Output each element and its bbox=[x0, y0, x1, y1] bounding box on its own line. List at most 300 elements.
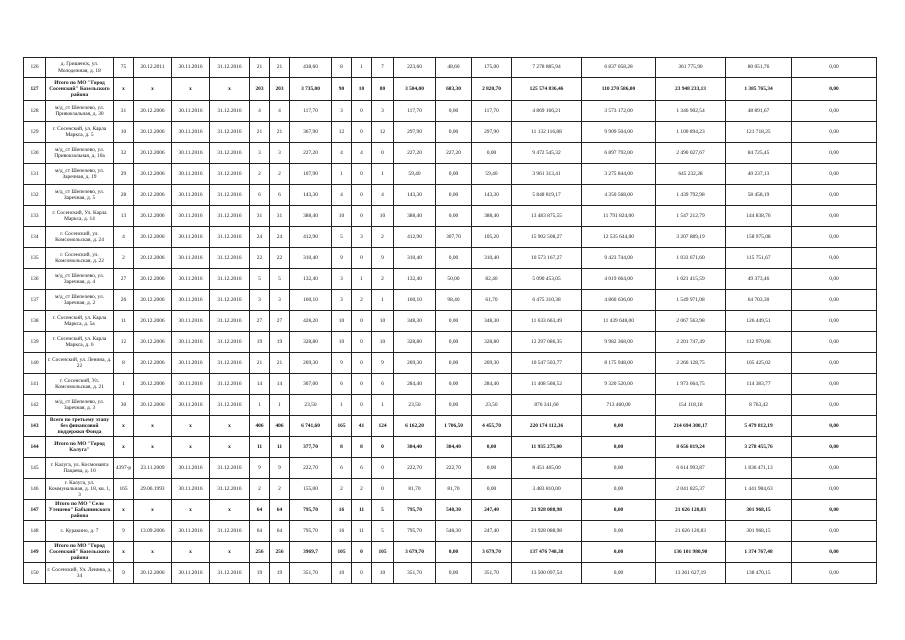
table-cell-c4: x bbox=[172, 78, 210, 101]
table-cell-c6: 14 bbox=[250, 374, 270, 395]
table-cell-c9: 16 bbox=[332, 521, 352, 542]
table-cell-c6: 24 bbox=[250, 227, 270, 248]
table-cell-c16: 11 791 824,00 bbox=[582, 206, 656, 227]
table-cell-c19: 0,00 bbox=[792, 332, 877, 353]
table-cell-c13: 227,20 bbox=[436, 143, 472, 164]
table-cell-c10: 2 bbox=[352, 479, 372, 500]
table-cell-c18: 40 237,13 bbox=[726, 164, 792, 185]
table-cell-c6: 22 bbox=[250, 248, 270, 269]
table-cell-c16: 9 320 520,00 bbox=[582, 374, 656, 395]
table-cell-c11: 0 bbox=[372, 479, 394, 500]
table-cell-c8: 117,70 bbox=[290, 101, 332, 122]
table-cell-c12: 132,40 bbox=[394, 269, 436, 290]
table-cell-c13: 0,00 bbox=[436, 353, 472, 374]
table-cell-addr: м/д_ст Шепелево, ул. Заречная, д. 19 bbox=[46, 164, 114, 185]
table-cell-c18: 1 441 984,63 bbox=[726, 479, 792, 500]
table-cell-c5: 31.12.2016 bbox=[210, 395, 250, 416]
table-row bbox=[24, 500, 877, 521]
table-cell-c18: 1 374 767,48 bbox=[726, 542, 792, 563]
table-cell-c3: 20.12.2006 bbox=[134, 395, 172, 416]
table-cell-addr: Итого по МО "Город Сосенский" Козельского района bbox=[46, 542, 114, 563]
table-cell-c16: 0,00 bbox=[582, 437, 656, 458]
table-cell-c4: 30.11.2016 bbox=[172, 206, 210, 227]
table-cell-c16: 0,00 bbox=[582, 563, 656, 584]
table-cell-c19: 0,00 bbox=[792, 521, 877, 542]
table-cell-c12: 297,90 bbox=[394, 122, 436, 143]
table-cell-c17: 23 948 233,13 bbox=[656, 78, 726, 101]
table-row bbox=[24, 164, 877, 185]
table-cell-no: 136 bbox=[24, 269, 46, 290]
table-cell-c4: 30.11.2016 bbox=[172, 290, 210, 311]
table-row bbox=[24, 521, 877, 542]
table-cell-c8: 227,20 bbox=[290, 143, 332, 164]
table-cell-c18: 8 763,42 bbox=[726, 395, 792, 416]
table-cell-c18: 121 718,25 bbox=[726, 122, 792, 143]
table-cell-c6: 5 bbox=[250, 269, 270, 290]
table-cell-c17: 8 656 819,24 bbox=[656, 437, 726, 458]
table-cell-no: 147 bbox=[24, 500, 46, 521]
table-cell-c15: 11 408 568,52 bbox=[512, 374, 582, 395]
table-cell-c13: 0,00 bbox=[436, 395, 472, 416]
table-cell-c3: 20.12.2006 bbox=[134, 248, 172, 269]
table-cell-c10: 0 bbox=[352, 395, 372, 416]
table-cell-c17: 2 201 747,49 bbox=[656, 332, 726, 353]
table-cell-c5: 31.12.2016 bbox=[210, 269, 250, 290]
table-cell-no: 141 bbox=[24, 374, 46, 395]
table-cell-year: 26 bbox=[114, 290, 134, 311]
table-cell-year: 4397-р bbox=[114, 458, 134, 479]
table-cell-c8: 3 735,00 bbox=[290, 78, 332, 101]
table-cell-c13: 0,00 bbox=[436, 248, 472, 269]
table-cell-c18: 138 470,15 bbox=[726, 563, 792, 584]
table-cell-c10: 3 bbox=[352, 227, 372, 248]
table-cell-c15: 125 574 836,46 bbox=[512, 78, 582, 101]
table-cell-c5: x bbox=[210, 416, 250, 437]
table-cell-year: 9 bbox=[114, 563, 134, 584]
table-cell-c10: 41 bbox=[352, 416, 372, 437]
table-cell-year: 30 bbox=[114, 395, 134, 416]
table-cell-c9: 105 bbox=[332, 542, 352, 563]
table-cell-addr: г. Сосенский, ул. Комсомольская, д. 24 bbox=[46, 227, 114, 248]
table-cell-c5: x bbox=[210, 500, 250, 521]
table-cell-c5: 31.12.2016 bbox=[210, 227, 250, 248]
table-cell-c19: 0,00 bbox=[792, 416, 877, 437]
table-cell-c6: 4 bbox=[250, 101, 270, 122]
table-cell-c8: 388,40 bbox=[290, 206, 332, 227]
table-cell-c10: 8 bbox=[352, 437, 372, 458]
table-cell-c8: 428,20 bbox=[290, 311, 332, 332]
table-cell-c9: 10 bbox=[332, 332, 352, 353]
table-cell-c11: 9 bbox=[372, 248, 394, 269]
table-cell-c16: 4 860 636,00 bbox=[582, 290, 656, 311]
table-cell-year: 165 bbox=[114, 479, 134, 500]
table-cell-c8: 412,90 bbox=[290, 227, 332, 248]
table-cell-year: 1 bbox=[114, 374, 134, 395]
table-cell-c11: 4 bbox=[372, 185, 394, 206]
table-cell-c9: 165 bbox=[332, 416, 352, 437]
table-cell-c19: 0,00 bbox=[792, 374, 877, 395]
table-cell-addr: г. Сосенский, ул. Карла Маркса, д. 5а bbox=[46, 311, 114, 332]
table-cell-c6: 31 bbox=[250, 206, 270, 227]
table-cell-c15: 10 547 503,77 bbox=[512, 353, 582, 374]
table-cell-addr: м/д_ст Шепелево, ул. Привокзальная, д. 30 bbox=[46, 101, 114, 122]
table-cell-c15: 10 573 167,27 bbox=[512, 248, 582, 269]
table-cell-c6: 3 bbox=[250, 143, 270, 164]
table-cell-c18: 115 751,67 bbox=[726, 248, 792, 269]
table-cell-c15: 876 341,60 bbox=[512, 395, 582, 416]
table-cell-c12: 59,40 bbox=[394, 164, 436, 185]
table-cell-c15: 6 475 310,38 bbox=[512, 290, 582, 311]
table-cell-c8: 438,60 bbox=[290, 58, 332, 78]
table-cell-c17: 2 490 027,67 bbox=[656, 143, 726, 164]
table-cell-c8: 160,10 bbox=[290, 290, 332, 311]
table-cell-c5: 31.12.2016 bbox=[210, 248, 250, 269]
table-cell-c15: 13 483 875,55 bbox=[512, 206, 582, 227]
table-row bbox=[24, 332, 877, 353]
table-cell-c9: 6 bbox=[332, 458, 352, 479]
table-cell-year: 32 bbox=[114, 143, 134, 164]
table-cell-year: x bbox=[114, 542, 134, 563]
table-cell-c9: 16 bbox=[332, 500, 352, 521]
table-cell-c15: 11 935 275,00 bbox=[512, 437, 582, 458]
table-cell-c6: 19 bbox=[250, 563, 270, 584]
housing-resettlement-table bbox=[23, 57, 877, 584]
table-cell-year: 29 bbox=[114, 164, 134, 185]
table-cell-c14: 82,40 bbox=[472, 269, 512, 290]
table-cell-c16: 9 909 504,00 bbox=[582, 122, 656, 143]
table-cell-c17: 1 973 664,75 bbox=[656, 374, 726, 395]
table-row bbox=[24, 395, 877, 416]
table-cell-c4: 30.11.2016 bbox=[172, 122, 210, 143]
table-cell-c8: 155,00 bbox=[290, 479, 332, 500]
table-cell-c8: 107,90 bbox=[290, 164, 332, 185]
table-cell-c5: 31.12.2016 bbox=[210, 353, 250, 374]
table-cell-c5: x bbox=[210, 542, 250, 563]
table-row bbox=[24, 58, 877, 78]
table-cell-c19: 0,00 bbox=[792, 101, 877, 122]
table-cell-year: 4 bbox=[114, 227, 134, 248]
table-cell-c3: 13.09.2006 bbox=[134, 521, 172, 542]
table-cell-c19: 0,00 bbox=[792, 164, 877, 185]
table-cell-c14: 143,30 bbox=[472, 185, 512, 206]
table-cell-c6: 27 bbox=[250, 311, 270, 332]
table-cell-c13: 0,00 bbox=[436, 185, 472, 206]
table-cell-addr: г. Сосенский, Ул. Ленина, д. 34 bbox=[46, 563, 114, 584]
table-cell-c4: 30.11.2016 bbox=[172, 101, 210, 122]
table-cell-c7: 24 bbox=[270, 227, 290, 248]
table-cell-c3: 20.12.2006 bbox=[134, 269, 172, 290]
table-cell-c13: 0,00 bbox=[436, 101, 472, 122]
table-cell-c14: 269,30 bbox=[472, 353, 512, 374]
table-cell-c9: 8 bbox=[332, 58, 352, 78]
table-cell-c17: 21 626 120,83 bbox=[656, 521, 726, 542]
table-row bbox=[24, 185, 877, 206]
table-cell-c12: 23,50 bbox=[394, 395, 436, 416]
table-cell-c11: 6 bbox=[372, 374, 394, 395]
table-cell-c15: 7 278 885,94 bbox=[512, 58, 582, 78]
table-cell-c12: 310,40 bbox=[394, 248, 436, 269]
table-cell-c16: 0,00 bbox=[582, 479, 656, 500]
table-cell-c7: 14 bbox=[270, 374, 290, 395]
table-cell-c19: 0,00 bbox=[792, 290, 877, 311]
table-cell-c16: 9 423 744,00 bbox=[582, 248, 656, 269]
table-cell-c16: 4 350 568,00 bbox=[582, 185, 656, 206]
table-cell-c7: 21 bbox=[270, 122, 290, 143]
table-cell-c10: 0 bbox=[352, 248, 372, 269]
table-cell-c4: x bbox=[172, 542, 210, 563]
table-cell-c4: 30.11.2016 bbox=[172, 458, 210, 479]
table-cell-c14: 175,00 bbox=[472, 58, 512, 78]
table-cell-c18: 1 385 765,34 bbox=[726, 78, 792, 101]
table-cell-c3: x bbox=[134, 437, 172, 458]
table-cell-addr: г. Сосенский, Ул. Комсомольская, д. 21 bbox=[46, 374, 114, 395]
table-cell-c7: 2 bbox=[270, 164, 290, 185]
table-cell-c4: 30.11.2016 bbox=[172, 563, 210, 584]
table-row bbox=[24, 269, 877, 290]
table-cell-c6: 3 bbox=[250, 290, 270, 311]
table-cell-c4: 30.11.2016 bbox=[172, 185, 210, 206]
table-cell-c14: 0,00 bbox=[472, 143, 512, 164]
table-cell-c12: 81,70 bbox=[394, 479, 436, 500]
table-cell-c9: 4 bbox=[332, 185, 352, 206]
table-cell-c9: 10 bbox=[332, 206, 352, 227]
table-cell-c4: x bbox=[172, 416, 210, 437]
table-cell-c9: 12 bbox=[332, 122, 352, 143]
table-cell-c17: 2 041 825,37 bbox=[656, 479, 726, 500]
table-cell-c6: 1 bbox=[250, 395, 270, 416]
table-cell-c10: 1 bbox=[352, 58, 372, 78]
table-cell-c8: 132,40 bbox=[290, 269, 332, 290]
table-cell-c16: 11 439 648,00 bbox=[582, 311, 656, 332]
table-row bbox=[24, 479, 877, 500]
table-cell-c9: 3 bbox=[332, 290, 352, 311]
table-cell-c17: 1 021 415,59 bbox=[656, 269, 726, 290]
table-cell-c11: 5 bbox=[372, 521, 394, 542]
table-cell-c18: 48 891,67 bbox=[726, 101, 792, 122]
table-cell-c12: 117,70 bbox=[394, 101, 436, 122]
table-cell-c3: 29.06.1993 bbox=[134, 479, 172, 500]
table-cell-c17: 214 694 300,17 bbox=[656, 416, 726, 437]
table-cell-c18: 301 968,15 bbox=[726, 500, 792, 521]
table-cell-c19: 0,00 bbox=[792, 353, 877, 374]
table-cell-c13: 307,70 bbox=[436, 227, 472, 248]
table-cell-c13: 683,30 bbox=[436, 78, 472, 101]
table-cell-c14: 0,00 bbox=[472, 479, 512, 500]
table-cell-addr: г. Сосенский, ул. Карла Маркса, д. 5 bbox=[46, 122, 114, 143]
table-cell-c19: 0,00 bbox=[792, 227, 877, 248]
table-cell-c4: 30.11.2016 bbox=[172, 58, 210, 78]
table-cell-c19: 0,00 bbox=[792, 542, 877, 563]
table-cell-no: 149 bbox=[24, 542, 46, 563]
table-cell-c6: 9 bbox=[250, 458, 270, 479]
table-cell-c16: 0,00 bbox=[582, 500, 656, 521]
table-cell-c3: 20.12.2006 bbox=[134, 290, 172, 311]
table-row bbox=[24, 248, 877, 269]
table-cell-no: 148 bbox=[24, 521, 46, 542]
table-cell-c3: x bbox=[134, 78, 172, 101]
table-cell-c5: x bbox=[210, 78, 250, 101]
table-cell-no: 130 bbox=[24, 143, 46, 164]
table-cell-addr: м/д_ст Шепелево, ул. Заречная, д. 3 bbox=[46, 395, 114, 416]
table-cell-c8: 310,40 bbox=[290, 248, 332, 269]
table-cell-c13: 548,30 bbox=[436, 500, 472, 521]
table-cell-c5: 31.12.2016 bbox=[210, 479, 250, 500]
table-cell-c13: 222,70 bbox=[436, 458, 472, 479]
table-cell-c10: 0 bbox=[352, 374, 372, 395]
table-cell-c7: 3 bbox=[270, 143, 290, 164]
table-cell-c4: 30.11.2016 bbox=[172, 143, 210, 164]
table-cell-c6: 256 bbox=[250, 542, 270, 563]
table-cell-c7: 22 bbox=[270, 248, 290, 269]
table-cell-c5: 31.12.2016 bbox=[210, 521, 250, 542]
table-cell-c6: 6 bbox=[250, 185, 270, 206]
table-cell-year: x bbox=[114, 416, 134, 437]
table-cell-no: 139 bbox=[24, 332, 46, 353]
table-cell-c17: 2 067 563,98 bbox=[656, 311, 726, 332]
table-cell-c14: 247,40 bbox=[472, 521, 512, 542]
table-cell-c8: 23,50 bbox=[290, 395, 332, 416]
table-cell-c6: 19 bbox=[250, 332, 270, 353]
table-cell-c11: 2 bbox=[372, 269, 394, 290]
table-row bbox=[24, 416, 877, 437]
table-cell-c14: 284,40 bbox=[472, 374, 512, 395]
table-cell-c8: 3969,7 bbox=[290, 542, 332, 563]
table-cell-c3: 20.12.2006 bbox=[134, 122, 172, 143]
table-cell-c10: 0 bbox=[352, 101, 372, 122]
table-cell-c7: 256 bbox=[270, 542, 290, 563]
table-cell-c7: 4 bbox=[270, 101, 290, 122]
table-cell-c18: 114 383,77 bbox=[726, 374, 792, 395]
table-cell-c19: 0,00 bbox=[792, 206, 877, 227]
table-cell-c12: 388,40 bbox=[394, 206, 436, 227]
table-cell-c12: 223,60 bbox=[394, 58, 436, 78]
table-cell-c3: 20.12.2006 bbox=[134, 143, 172, 164]
table-cell-c11: 1 bbox=[372, 164, 394, 185]
table-cell-c5: 31.12.2016 bbox=[210, 122, 250, 143]
table-cell-c12: 160,10 bbox=[394, 290, 436, 311]
table-cell-c3: x bbox=[134, 416, 172, 437]
table-cell-c6: 21 bbox=[250, 122, 270, 143]
table-cell-c10: 0 bbox=[352, 563, 372, 584]
table-cell-c15: 3 961 313,41 bbox=[512, 164, 582, 185]
table-row bbox=[24, 227, 877, 248]
table-cell-c7: 9 bbox=[270, 458, 290, 479]
table-cell-c5: 31.12.2016 bbox=[210, 374, 250, 395]
table-cell-c7: 1 bbox=[270, 395, 290, 416]
table-cell-c19: 0,00 bbox=[792, 269, 877, 290]
table-cell-c19: 0,00 bbox=[792, 500, 877, 521]
table-cell-c14: 351,70 bbox=[472, 563, 512, 584]
table-cell-year: x bbox=[114, 78, 134, 101]
table-cell-c9: 9 bbox=[332, 248, 352, 269]
table-cell-c15: 21 928 088,98 bbox=[512, 521, 582, 542]
table-cell-c12: 795,70 bbox=[394, 521, 436, 542]
table-cell-c6: 64 bbox=[250, 500, 270, 521]
table-cell-c13: 98,40 bbox=[436, 290, 472, 311]
table-cell-c10: 0 bbox=[352, 206, 372, 227]
table-cell-c19: 0,00 bbox=[792, 122, 877, 143]
table-cell-c19: 0,00 bbox=[792, 458, 877, 479]
table-cell-addr: Итого по МО "Город Калуга" bbox=[46, 437, 114, 458]
table-cell-c17: 2 266 128,75 bbox=[656, 353, 726, 374]
table-cell-c14: 59,40 bbox=[472, 164, 512, 185]
table-cell-c7: 19 bbox=[270, 332, 290, 353]
table-cell-no: 134 bbox=[24, 227, 46, 248]
table-cell-c15: 4 869 166,21 bbox=[512, 101, 582, 122]
table-row bbox=[24, 563, 877, 584]
table-row bbox=[24, 290, 877, 311]
table-cell-addr: м/д_ст Шепелево, ул. Заречная, д. 5 bbox=[46, 185, 114, 206]
table-cell-addr: с. Куракино, д. 7 bbox=[46, 521, 114, 542]
table-cell-c3: 20.12.2006 bbox=[134, 164, 172, 185]
table-cell-c11: 10 bbox=[372, 206, 394, 227]
table-row bbox=[24, 437, 877, 458]
table-cell-c3: 20.12.2011 bbox=[134, 58, 172, 78]
table-cell-no: 132 bbox=[24, 185, 46, 206]
table-cell-c4: x bbox=[172, 437, 210, 458]
table-cell-c17: 1 100 894,23 bbox=[656, 122, 726, 143]
table-cell-c3: 20.12.2006 bbox=[134, 353, 172, 374]
table-cell-c19: 0,00 bbox=[792, 78, 877, 101]
table-row bbox=[24, 353, 877, 374]
table-cell-c9: 5 bbox=[332, 227, 352, 248]
table-cell-c11: 0 bbox=[372, 143, 394, 164]
table-cell-c13: 0,00 bbox=[436, 563, 472, 584]
table-cell-c18: 80 051,76 bbox=[726, 58, 792, 78]
table-cell-c10: 6 bbox=[352, 458, 372, 479]
table-cell-c4: 30.11.2016 bbox=[172, 311, 210, 332]
table-cell-c9: 1 bbox=[332, 395, 352, 416]
table-cell-c10: 0 bbox=[352, 353, 372, 374]
table-cell-year: 31 bbox=[114, 101, 134, 122]
table-cell-c19: 0,00 bbox=[792, 437, 877, 458]
table-cell-c4: 30.11.2016 bbox=[172, 395, 210, 416]
table-cell-year: 28 bbox=[114, 185, 134, 206]
table-cell-c13: 0,00 bbox=[436, 542, 472, 563]
table-cell-c6: 11 bbox=[250, 437, 270, 458]
table-cell-c7: 64 bbox=[270, 521, 290, 542]
table-cell-c9: 90 bbox=[332, 78, 352, 101]
table-row bbox=[24, 374, 877, 395]
table-cell-addr: Итого по МО "Село Утешево" Бабынинского района bbox=[46, 500, 114, 521]
table-cell-c16: 6 897 792,00 bbox=[582, 143, 656, 164]
table-cell-c11: 1 bbox=[372, 395, 394, 416]
table-cell-c14: 2 820,70 bbox=[472, 78, 512, 101]
table-cell-c14: 61,70 bbox=[472, 290, 512, 311]
table-cell-addr: м/д_ст Шепелево, ул. Привокзальная, д. 10а bbox=[46, 143, 114, 164]
table-cell-c16: 0,00 bbox=[582, 416, 656, 437]
table-cell-c18: 112 970,86 bbox=[726, 332, 792, 353]
table-cell-c5: 31.12.2016 bbox=[210, 290, 250, 311]
table-cell-c7: 6 bbox=[270, 185, 290, 206]
table-cell-c8: 6 741,60 bbox=[290, 416, 332, 437]
table-cell-c3: 20.12.2006 bbox=[134, 332, 172, 353]
table-cell-c7: 21 bbox=[270, 58, 290, 78]
table-cell-c5: 31.12.2016 bbox=[210, 101, 250, 122]
table-cell-c16: 0,00 bbox=[582, 458, 656, 479]
table-cell-c5: 31.12.2016 bbox=[210, 332, 250, 353]
table-cell-c10: 2 bbox=[352, 290, 372, 311]
table-cell-c16: 3 275 844,00 bbox=[582, 164, 656, 185]
table-cell-c16: 8 175 948,00 bbox=[582, 353, 656, 374]
table-cell-c6: 64 bbox=[250, 521, 270, 542]
table-cell-addr: д. Гришенск, ул. Молодежная, д. 18 bbox=[46, 58, 114, 78]
table-cell-no: 146 bbox=[24, 479, 46, 500]
table-cell-c10: 0 bbox=[352, 185, 372, 206]
table-cell-c10: 0 bbox=[352, 164, 372, 185]
table-cell-c16: 0,00 bbox=[582, 521, 656, 542]
table-cell-c14: 105,20 bbox=[472, 227, 512, 248]
